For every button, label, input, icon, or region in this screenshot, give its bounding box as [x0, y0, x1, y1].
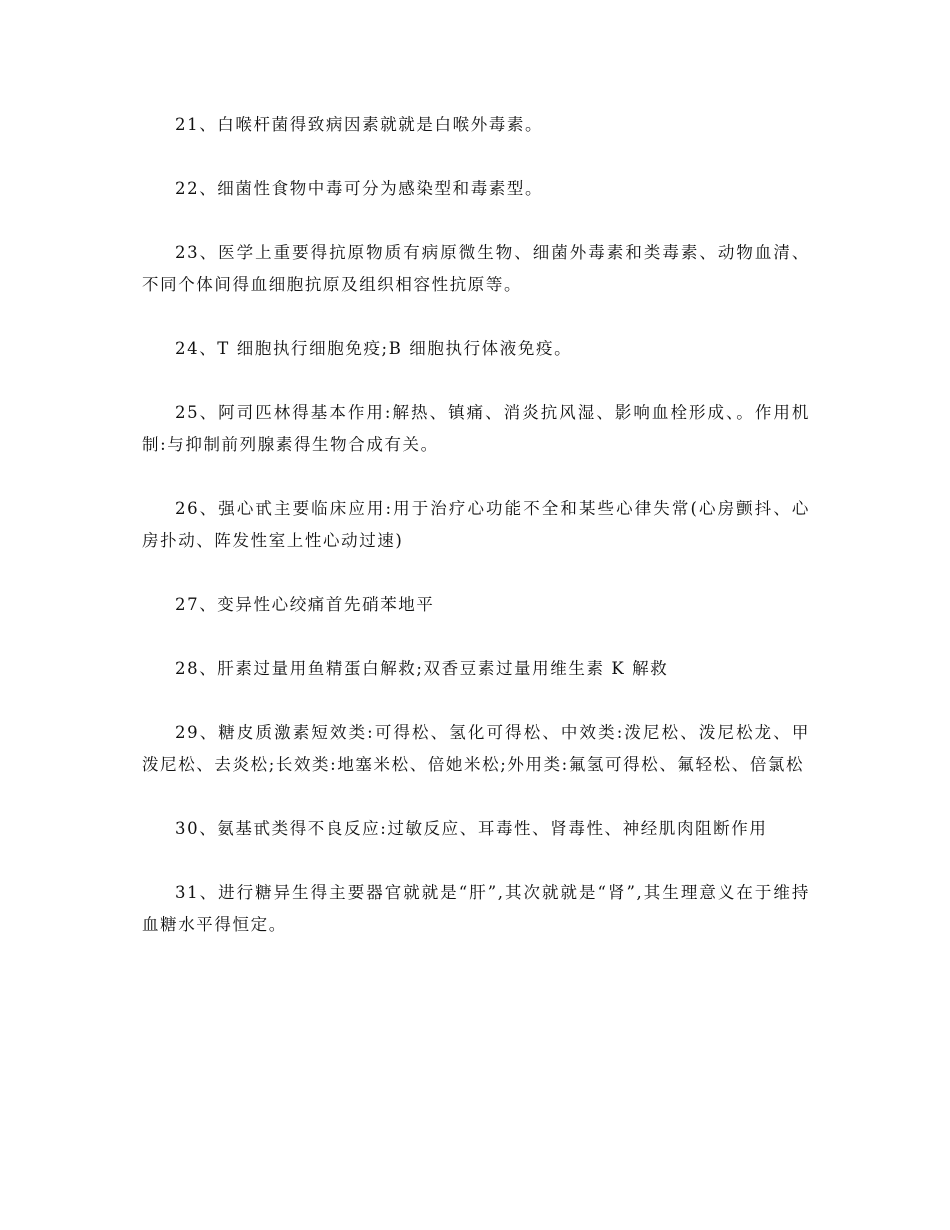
paragraph-28: 28、肝素过量用鱼精蛋白解救;双香豆素过量用维生素 K 解救: [175, 659, 669, 678]
paragraph-24: 24、T 细胞执行细胞免疫;B 细胞执行体液免疫。: [175, 339, 573, 358]
paragraph-31: 31、进行糖异生得主要器官就就是“肝”,其次就就是“肾”,其生理意义在于维持血糖水平得恒定。: [142, 883, 810, 934]
paragraph-23: 23、医学上重要得抗原物质有病原微生物、细菌外毒素和类毒素、动物血清、不同个体间得血细胞抗原及组织相容性抗原等。: [142, 243, 810, 294]
paragraph-25: 25、阿司匹林得基本作用:解热、镇痛、消炎抗风湿、影响血栓形成、。作用机制:与抑制前列腺素得生物合成有关。: [142, 403, 810, 454]
paragraph-22: 22、细菌性食物中毒可分为感染型和毒素型。: [175, 179, 544, 198]
paragraph-30: 30、氨基甙类得不良反应:过敏反应、耳毒性、肾毒性、神经肌肉阻断作用: [175, 819, 768, 838]
paragraph-21: 21、白喉杆菌得致病因素就就是白喉外毒素。: [175, 115, 544, 134]
document-body: [142, 109, 810, 973]
paragraph-26: 26、强心甙主要临床应用:用于治疗心功能不全和某些心律失常(心房颤抖、心房扑动、阵发性室上性心动过速): [142, 499, 810, 550]
paragraph-27: 27、变异性心绞痛首先硝苯地平: [175, 595, 435, 614]
paragraph-29: 29、糖皮质激素短效类:可得松、氢化可得松、中效类:泼尼松、泼尼松龙、甲泼尼松、去炎松;长效类:地塞米松、倍她米松;外用类:氟氢可得松、氟轻松、倍氯松: [142, 723, 810, 774]
